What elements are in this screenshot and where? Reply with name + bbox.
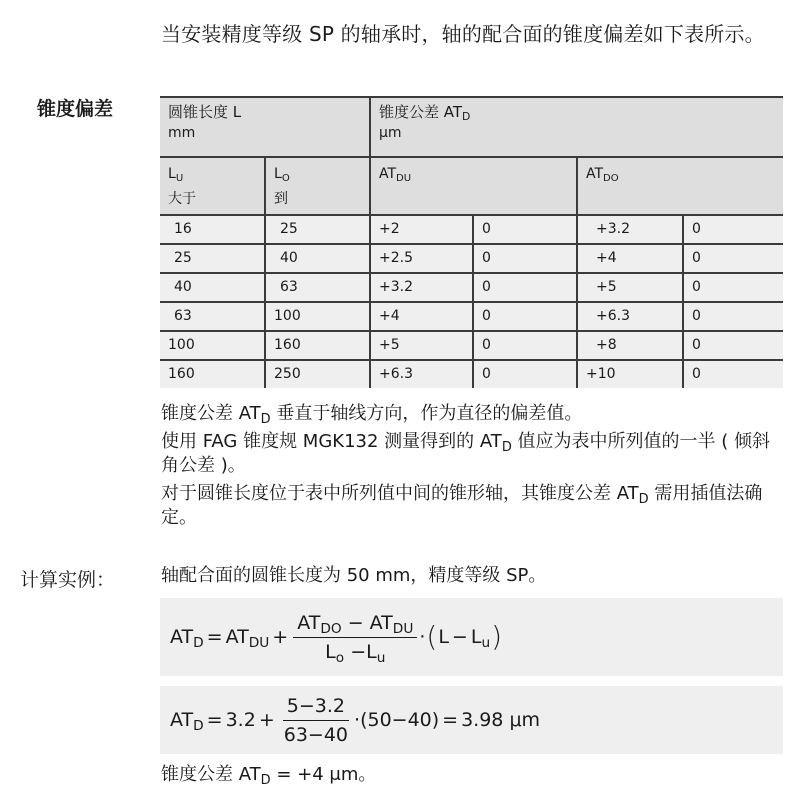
f1-rparen: ) (491, 620, 503, 653)
f2-denominator: 63−40 (283, 723, 349, 746)
cell-atdo-upper: +4 (577, 244, 683, 273)
f1-num-b: AT (369, 611, 393, 634)
cell-atdo-lower: 0 (683, 273, 783, 302)
note-1 (161, 402, 771, 426)
section-label-calc-example: 计算实例： (20, 569, 116, 591)
header-lu-caption: 大于 (168, 191, 196, 207)
cell-lu: 25 (160, 244, 265, 273)
f1-term1-main: AT (225, 626, 249, 648)
cell-lu: 16 (160, 215, 265, 244)
f1-paren-b-wrap (470, 626, 491, 652)
example-statement: 轴配合面的圆锥长度为 50 mm，精度等级 SP。 (161, 565, 547, 586)
table-row (160, 215, 783, 244)
cell-atdu-upper: +3.2 (370, 273, 473, 302)
header-cone-length-unit: mm (168, 125, 196, 141)
f1-plus: + (272, 626, 289, 648)
header-lu (160, 157, 265, 215)
note-2 (161, 430, 771, 478)
cell-atdu-upper: +4 (370, 302, 473, 331)
f1-fraction (293, 611, 417, 664)
cell-atdu-upper: +2.5 (370, 244, 473, 273)
f2-result: 3.98 μm (461, 709, 541, 731)
cell-atdu-upper: +2 (370, 215, 473, 244)
header-taper-tolerance-sub: D (462, 110, 471, 124)
header-lo-main: L (274, 166, 282, 182)
cell-lo: 40 (265, 244, 370, 273)
f2-lhs-sub: D (193, 718, 204, 735)
header-taper-tolerance-text: 锥度公差 AT (379, 103, 463, 121)
f1-den-a: L (325, 640, 336, 663)
header-taper-tolerance-title (379, 102, 775, 123)
f2-plus: + (258, 709, 275, 731)
taper-tolerance-table (160, 96, 783, 388)
note-2-sub: D (501, 439, 512, 455)
table-row (160, 360, 783, 388)
f1-lhs-main: AT (170, 626, 194, 648)
section-label-taper-deviation: 锥度偏差 (37, 98, 114, 120)
header-atdo-main: AT (586, 166, 604, 182)
f1-den-a-sub: o (335, 649, 345, 666)
f1-term1-sub: DU (248, 635, 270, 652)
note-3-sub: D (638, 491, 649, 507)
table-row (160, 302, 783, 331)
cell-atdu-lower: 0 (473, 331, 577, 360)
cell-atdo-upper: +3.2 (577, 215, 683, 244)
cell-atdo-lower: 0 (683, 331, 783, 360)
header-atdu (370, 157, 577, 215)
intro-paragraph: 当安装精度等级 SP 的轴承时，轴的配合面的锥度偏差如下表所示。 (161, 22, 765, 46)
f1-den-b-sub: u (376, 649, 386, 666)
f2-dot: · (354, 709, 361, 731)
cell-lu: 100 (160, 331, 265, 360)
formula-example (160, 686, 783, 754)
f1-num-a: AT (297, 611, 321, 634)
f1-den-minus: − (350, 640, 367, 663)
header-atdo-sub: DO (603, 173, 619, 185)
f1-lhs (170, 626, 204, 652)
f1-num-a-sub: DO (320, 620, 342, 637)
f1-paren-minus: − (451, 626, 468, 648)
table-row (160, 331, 783, 360)
cell-atdu-upper: +5 (370, 331, 473, 360)
f1-den-b: L (366, 640, 377, 663)
header-taper-tolerance-unit: μm (379, 125, 402, 141)
cell-lu: 63 (160, 302, 265, 331)
note-2-pre: 使用 FAG 锥度规 MGK132 测量得到的 AT (161, 431, 502, 452)
header-lo-symbol (274, 162, 361, 187)
header-taper-tolerance (370, 97, 783, 157)
cell-lo: 250 (265, 360, 370, 388)
header-lo-caption: 到 (274, 191, 288, 207)
f1-paren-b-sub: u (481, 635, 491, 652)
header-atdu-main: AT (379, 166, 397, 182)
note-3 (161, 482, 771, 530)
f2-paren-expr: (50−40) (360, 709, 440, 731)
cell-atdo-upper: +8 (577, 331, 683, 360)
cell-lu: 40 (160, 273, 265, 302)
f2-lhs (170, 709, 204, 735)
f1-numerator (293, 611, 417, 638)
f1-dot: · (419, 626, 426, 648)
header-lo (265, 157, 370, 215)
note-1-post: 垂直于轴线方向，作为直径的偏差值。 (270, 403, 583, 424)
cell-lo: 25 (265, 215, 370, 244)
table-row (160, 244, 783, 273)
note-1-sub: D (260, 411, 271, 427)
table-header-row-1 (160, 97, 783, 157)
f2-equals-2: = (442, 709, 459, 731)
cell-atdu-lower: 0 (473, 302, 577, 331)
cell-atdu-lower: 0 (473, 273, 577, 302)
f1-denominator (321, 638, 389, 664)
header-lu-main: L (168, 166, 176, 182)
f1-paren-a: L (438, 626, 449, 648)
note-3-pre: 对于圆锥长度位于表中所列值中间的锥形轴，其锥度公差 AT (161, 483, 639, 504)
cell-lo: 160 (265, 331, 370, 360)
cell-atdo-upper: +5 (577, 273, 683, 302)
cell-atdu-lower: 0 (473, 215, 577, 244)
f2-numerator: 5−3.2 (283, 694, 349, 721)
header-lu-sub: U (175, 173, 184, 185)
cell-atdu-lower: 0 (473, 244, 577, 273)
table-row (160, 273, 783, 302)
result-pre: 锥度公差 AT (161, 764, 261, 785)
header-lu-symbol (168, 162, 256, 187)
cell-atdu-lower: 0 (473, 360, 577, 388)
f1-num-minus: − (347, 611, 364, 634)
note-1-pre: 锥度公差 AT (161, 403, 261, 424)
cell-atdo-upper: +6.3 (577, 302, 683, 331)
cell-atdo-lower: 0 (683, 360, 783, 388)
note-2-post: 值应为表中所列值的一半 ( 倾斜角公差 )。 (161, 431, 770, 476)
f1-num-b-sub: DU (392, 620, 414, 637)
f2-fraction (280, 694, 352, 747)
cell-atdo-lower: 0 (683, 244, 783, 273)
cell-atdo-lower: 0 (683, 215, 783, 244)
header-atdu-sub: DU (396, 173, 412, 185)
final-result (161, 763, 376, 787)
cell-lu: 160 (160, 360, 265, 388)
result-post: = +4 μm。 (270, 764, 377, 785)
cell-lo: 100 (265, 302, 370, 331)
f1-term1 (225, 626, 270, 652)
table-header-row-2 (160, 157, 783, 215)
f1-paren-b: L (470, 626, 482, 648)
header-cone-length-title: 圆锥长度 L (168, 103, 242, 121)
cell-atdo-upper: +10 (577, 360, 683, 388)
f2-term1: 3.2 (225, 709, 256, 731)
formula-general (160, 598, 783, 676)
header-lo-sub: O (281, 173, 290, 185)
f2-lhs-main: AT (170, 709, 194, 731)
f1-lhs-sub: D (193, 635, 204, 652)
cell-atdu-upper: +6.3 (370, 360, 473, 388)
f2-equals: = (206, 709, 223, 731)
note-3-post: 需用插值法确定。 (161, 483, 763, 528)
header-atdo (577, 157, 783, 215)
notes-block (161, 402, 771, 534)
f1-equals: = (206, 626, 223, 648)
result-sub: D (260, 772, 271, 788)
cell-lo: 63 (265, 273, 370, 302)
f1-lparen: ( (426, 620, 438, 653)
cell-atdo-lower: 0 (683, 302, 783, 331)
header-cone-length (160, 97, 370, 157)
